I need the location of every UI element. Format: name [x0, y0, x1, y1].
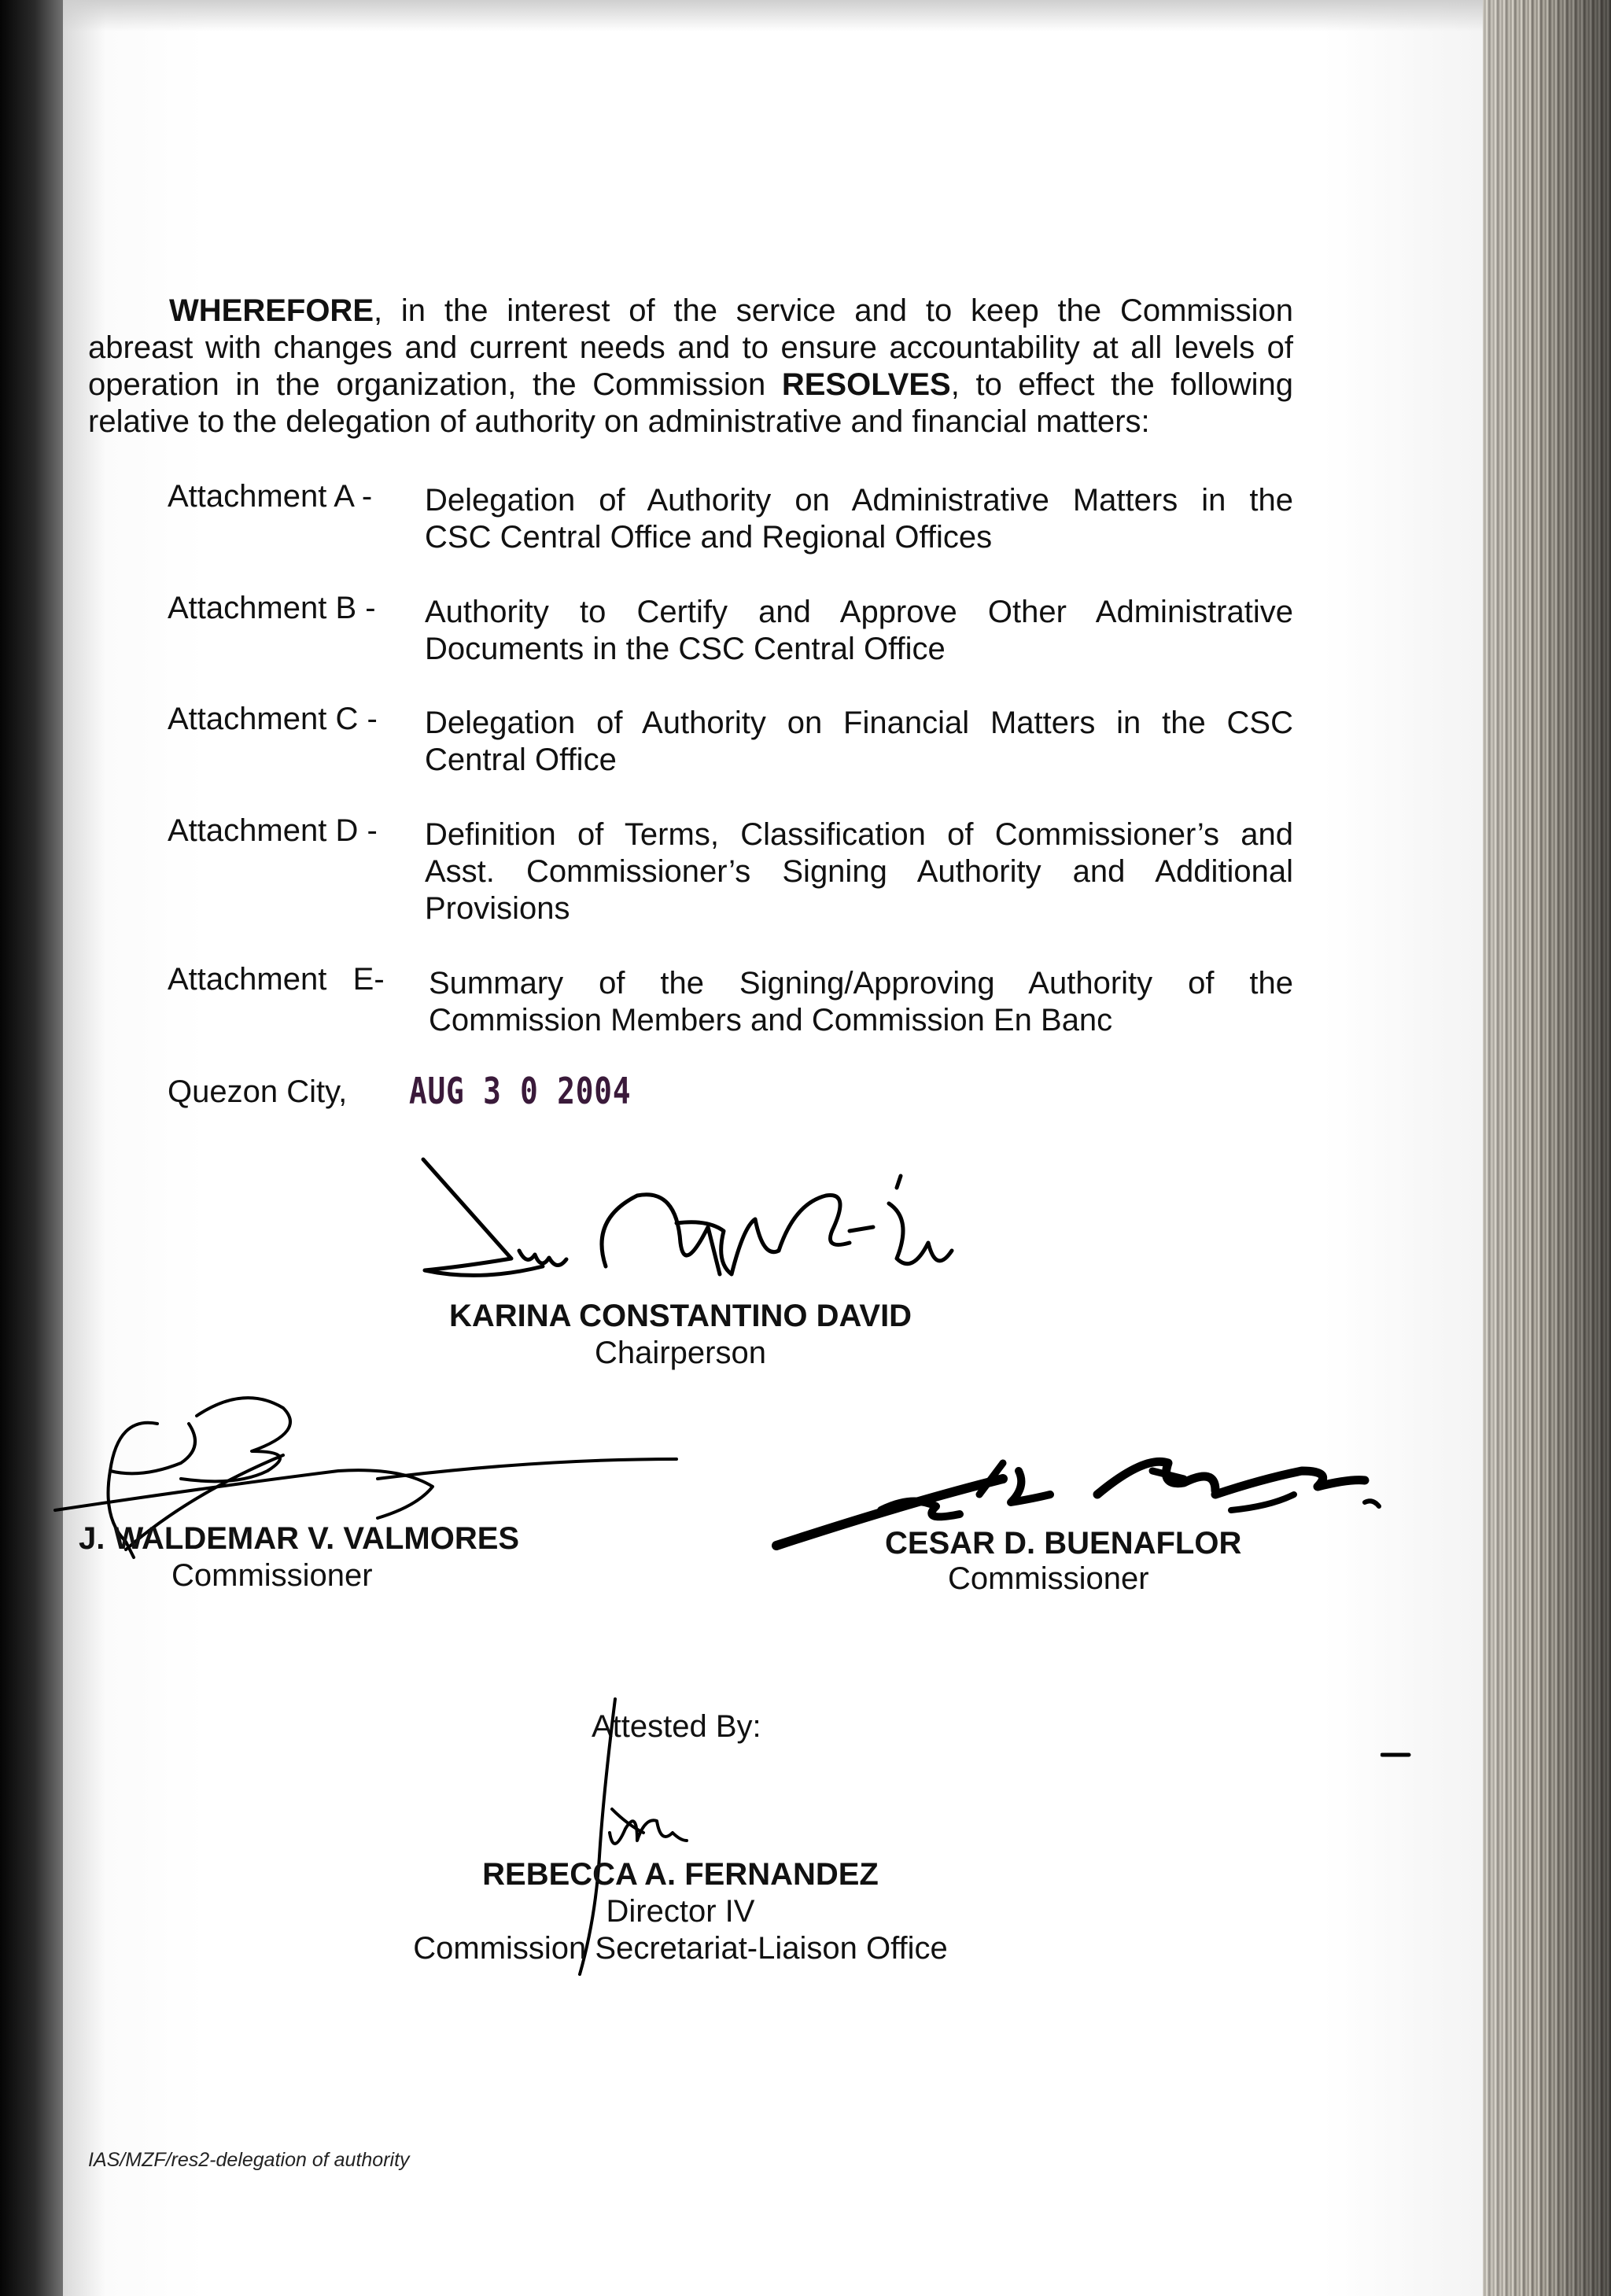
attachment-label: Attachment C -	[168, 702, 378, 736]
attested-by-label: Attested By:	[592, 1709, 761, 1744]
fernandez-name: REBECCA A. FERNANDEZ	[482, 1857, 879, 1892]
buenaflor-name: CESAR D. BUENAFLOR	[885, 1526, 1242, 1561]
paragraph-line: WHEREFORE, in the interest of the service and to keep the Commission	[169, 293, 1293, 328]
chairperson-signature	[409, 1148, 975, 1306]
valmores-title: Commissioner	[171, 1558, 373, 1593]
paragraph-line: abreast with changes and current needs and to ensure accountability at all levels of	[88, 330, 1293, 365]
wherefore-keyword: WHEREFORE	[169, 293, 374, 328]
chairperson-name: KARINA CONSTANTINO DAVID	[448, 1299, 912, 1333]
date-stamp: AUG 3 0 2004	[409, 1070, 632, 1112]
place-label: Quezon City,	[168, 1074, 348, 1109]
attachment-description: Summary of the Signing/Approving Authority of the Commission Members and Commission En Banc	[429, 966, 1293, 1037]
buenaflor-signature	[767, 1447, 1396, 1573]
attachment-description: Definition of Terms, Classification of Commissioner’s and Asst. Commissioner’s Signing Authority and Additional Provisions	[425, 817, 1293, 926]
paragraph-line: operation in the organization, the Commission RESOLVES, to effect the following	[88, 367, 1293, 402]
page-mark	[1381, 1750, 1412, 1760]
paragraph-line: relative to the delegation of authority on administrative and financial matters:	[88, 404, 1150, 439]
attachment-description: Delegation of Authority on Administrative Matters in the CSC Central Office and Regional Offices	[425, 483, 1293, 555]
file-reference: IAS/MZF/res2-delegation of authority	[88, 2149, 410, 2171]
page-top-shadow	[63, 0, 1495, 31]
chairperson-title: Chairperson	[595, 1336, 766, 1370]
valmores-name: J. WALDEMAR V. VALMORES	[79, 1521, 520, 1556]
attachment-label: Attachment B -	[168, 591, 376, 625]
buenaflor-title: Commissioner	[948, 1561, 1149, 1596]
resolution-paragraph	[88, 293, 1293, 440]
attachment-label: Attachment E-	[168, 962, 385, 997]
book-page-edges	[1483, 0, 1611, 2296]
attachment-description: Authority to Certify and Approve Other Administrative Documents in the CSC Central Office	[425, 595, 1293, 666]
attachment-label: Attachment A -	[168, 479, 373, 514]
resolves-keyword: RESOLVES	[781, 367, 951, 402]
attachment-label: Attachment D -	[168, 813, 378, 848]
fernandez-title: Director IV	[606, 1894, 755, 1929]
attachment-description: Delegation of Authority on Financial Matters in the CSC Central Office	[425, 706, 1293, 777]
fernandez-office: Commission Secretariat-Liaison Office	[413, 1931, 948, 1966]
